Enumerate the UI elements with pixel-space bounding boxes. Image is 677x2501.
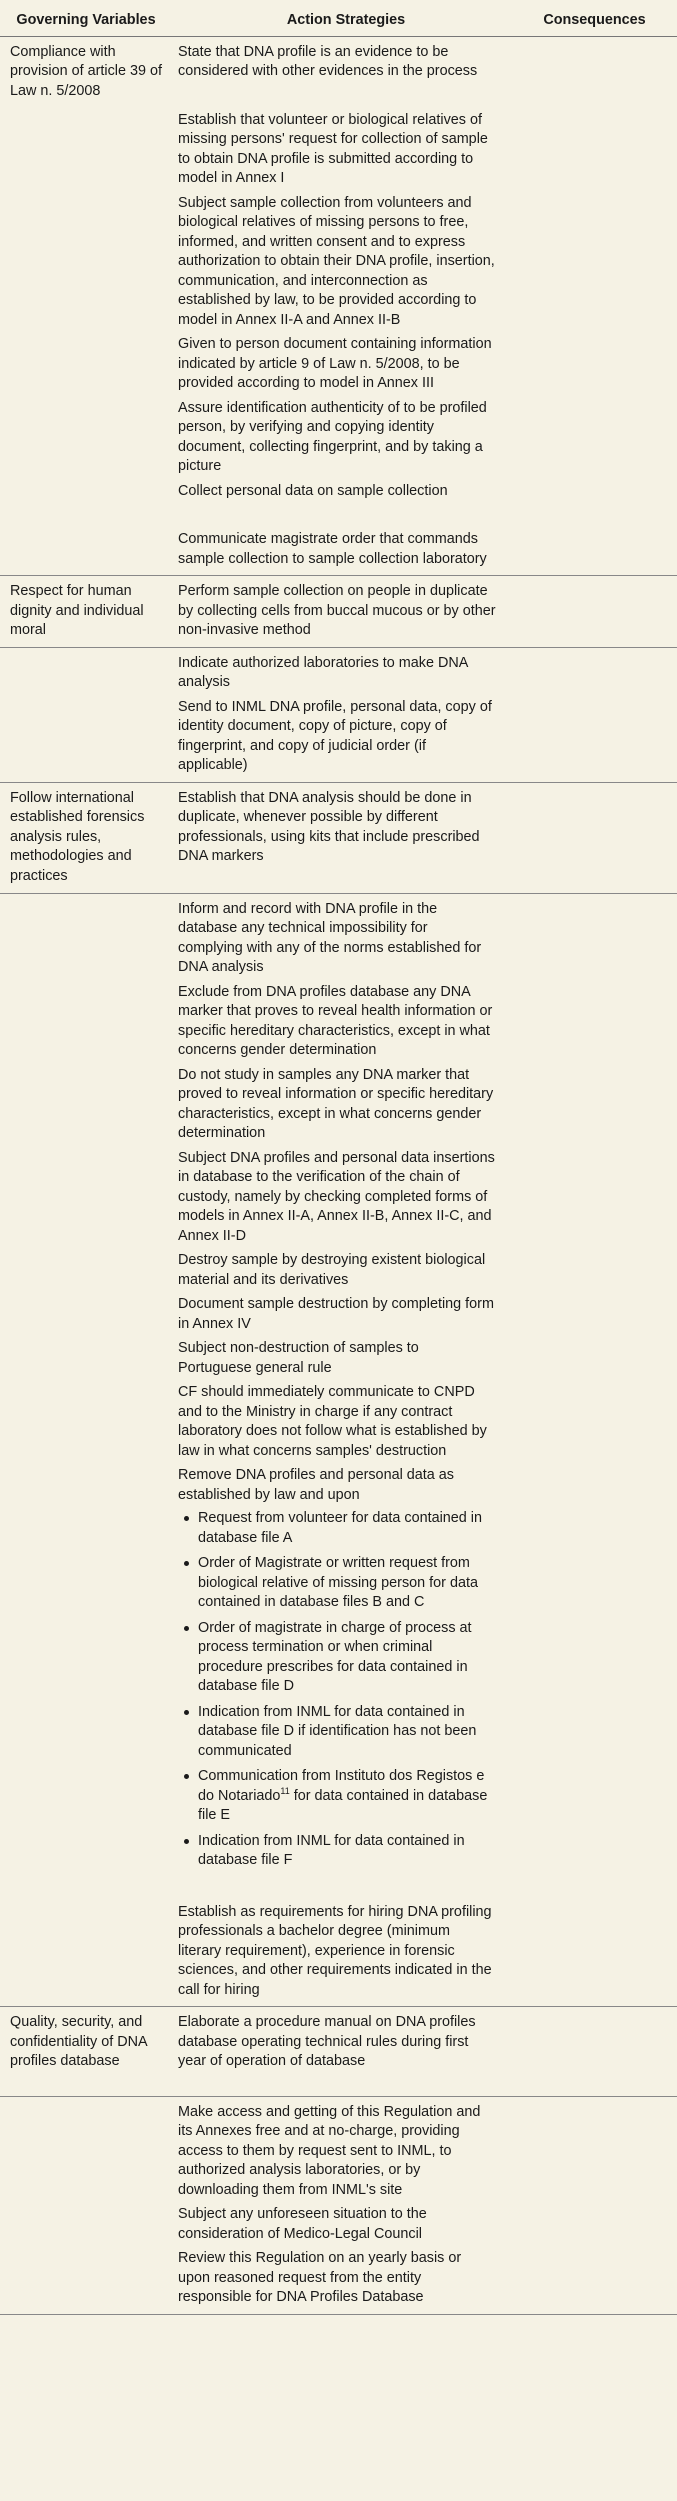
action-item: Establish that volunteer or biological relatives of missing persons' request for collection of sample to obtain DNA profile is submitted according to model in Annex I [178,111,488,186]
bullet-icon [184,1710,189,1715]
action-item-text: Remove DNA profiles and personal data as established by law and upon [178,1467,454,1503]
action-item: Communicate magistrate order that commands sample collection to sample collection laboratory [178,531,487,567]
table-row [0,576,677,648]
list-item: Indication from INML for data contained in database file F [198,1832,496,1871]
consequences-cell [512,576,677,648]
action-strategies-cell [172,782,512,893]
table-row [0,647,677,782]
action-strategies-cell [172,36,512,576]
action-item: Establish that DNA analysis should be done in duplicate, whenever possible by different professionals, using kits that include prescribed DNA markers [178,789,480,864]
consequences-cell [512,782,677,893]
action-item: Collect personal data on sample collection [178,482,448,499]
governing-variable [0,647,172,782]
footnote-ref: 11 [280,1785,290,1796]
action-item: Elaborate a procedure manual on DNA profiles database operating technical rules during first year of operation of database [178,2014,476,2069]
action-item: Send to INML DNA profile, personal data, copy of identity document, copy of picture, copy of fingerprint, and copy of judicial order (if applicable) [178,698,492,773]
bullet-icon [184,1626,189,1631]
governing-variable [0,893,172,2007]
header-action-strategies: Action Strategies [172,0,512,36]
action-item: Document sample destruction by completing form in Annex IV [178,1296,494,1332]
action-item: Inform and record with DNA profile in the database any technical impossibility for complying with any of the norms established for DNA analysis [178,900,482,975]
consequences-cell [512,2096,677,2314]
action-strategies-cell [172,2096,512,2314]
table-row [0,2007,677,2097]
action-item: Subject DNA profiles and personal data insertions in database to the verification of the chain of custody, namely by checking completed forms of models in Annex II-A, Annex II-B, Annex II-C, and Annex II-D [178,1149,495,1244]
action-item: Exclude from DNA profiles database any DNA marker that proves to reveal health information or specific hereditary characteristics, except in what concerns gender determination [178,983,493,1058]
consequences-cell [512,36,677,576]
bullet-icon [184,1516,189,1521]
list-item: Indication from INML for data contained in database file D if identification has not been communicated [198,1703,496,1762]
governing-variable [0,2096,172,2314]
action-item: Indicate authorized laboratories to make DNA analysis [178,654,468,690]
bullet-icon [184,1839,189,1844]
action-item: Assure identification authenticity of to be profiled person, by verifying and copying identity document, collecting fingerprint, and by taking a picture [178,399,487,474]
table-row [0,2096,677,2314]
consequences-cell [512,647,677,782]
action-item: Subject non-destruction of samples to Portuguese general rule [178,1340,419,1376]
header-governing-variables: Governing Variables [0,0,172,36]
action-item [178,1466,496,1871]
header-consequences: Consequences [512,0,677,36]
consequences-cell [512,893,677,2007]
action-strategies-cell [172,893,512,2007]
table-row [0,36,677,576]
list-item: Order of magistrate in charge of process at process termination or when criminal procedure prescribes for data contained in database file D [198,1619,496,1697]
action-item: Subject sample collection from volunteers and biological relatives of missing persons to free, informed, and written consent and to express authorization to obtain their DNA profile, insertion, communication, and interconnection as established by law, to be provided according to model in Annex II-A and Annex II-B [178,194,495,328]
governing-variable: Follow international established forensics analysis rules, methodologies and practices [0,782,172,893]
removal-conditions-list [178,1509,496,1871]
table-row [0,782,677,893]
action-strategies-cell [172,2007,512,2097]
action-item: Review this Regulation on an yearly basis or upon reasoned request from the entity responsible for DNA Profiles Database [178,2250,462,2305]
action-item: Establish as requirements for hiring DNA profiling professionals a bachelor degree (minimum literary requirement), experience in forensic sciences, and other requirements indicated in the call for hiring [178,1903,492,1998]
action-item: Make access and getting of this Regulation and its Annexes free and at no-charge, providing access to them by request sent to INML, to authorized analysis laboratories, or by downloading them from INML's site [178,2103,481,2198]
governing-variable: Compliance with provision of article 39 of Law n. 5/2008 [0,36,172,576]
governing-variable: Quality, security, and confidentiality of DNA profiles database [0,2007,172,2097]
consequences-cell [512,2007,677,2097]
list-item: Request from volunteer for data contained in database file A [198,1509,496,1548]
action-item: Subject any unforeseen situation to the consideration of Medico-Legal Council [178,2206,427,2242]
action-strategies-cell [172,576,512,648]
action-item: CF should immediately communicate to CNPD and to the Ministry in charge if any contract laboratory does not follow what is established by law in what concerns samples' destruction [178,1384,487,1459]
action-item: Perform sample collection on people in duplicate by collecting cells from buccal mucous or by other non-invasive method [178,583,496,638]
action-item: State that DNA profile is an evidence to be considered with other evidences in the process [178,43,478,79]
action-item: Destroy sample by destroying existent biological material and its derivatives [178,1252,486,1288]
bullet-icon [184,1561,189,1566]
bullet-icon [184,1774,189,1779]
table-row [0,893,677,2007]
list-item: Communication from Instituto dos Registos e do Notariado$^{11}$ for data contained in database file E [198,1767,496,1826]
action-item: Do not study in samples any DNA marker that proved to reveal information or specific hereditary characteristics, except in what concerns gender determination [178,1066,494,1141]
action-item: Given to person document containing information indicated by article 9 of Law n. 5/2008, to be provided according to model in Annex III [178,336,492,391]
governing-variable: Respect for human dignity and individual moral [0,576,172,648]
list-item: Order of Magistrate or written request from biological relative of missing person for data contained in database files B and C [198,1554,496,1613]
table-header-row [0,0,677,36]
action-strategies-cell [172,647,512,782]
